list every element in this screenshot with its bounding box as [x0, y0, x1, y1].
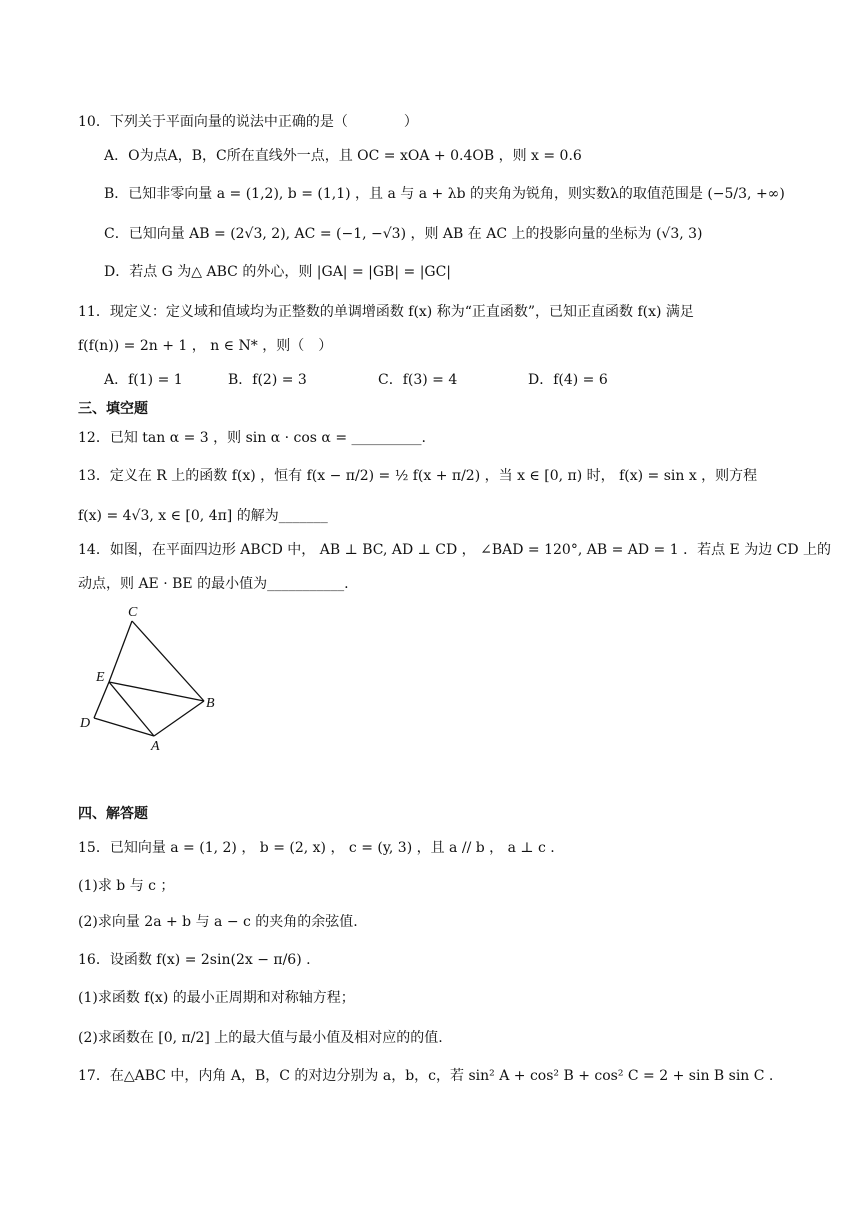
q11-option-d: D．f(4) = 6 [528, 372, 608, 388]
edge-ed [94, 682, 109, 718]
section-3-heading: 三、填空题 [78, 401, 148, 417]
question-17: 17．在△ABC 中，内角 A，B，C 的对边分别为 a，b，c，若 sin² A + cos² B + cos² C = 2 + sin B sin C . [78, 1068, 774, 1084]
label-d: D [80, 716, 91, 731]
q11-options [104, 370, 724, 390]
label-e: E [96, 670, 105, 685]
q15-part1: (1)求 b 与 c ； [78, 878, 175, 894]
q15-stem: 15．已知向量 a = (1, 2) ， b = (2, x) ， c = (y, 3) ，且 a // b ， a ⊥ c . [78, 840, 555, 856]
q10-option-b: B．已知非零向量 a = (1,2), b = (1,1) ，且 a 与 a + λb 的夹角为锐角，则实数λ的取值范围是 (−5/3, +∞) [104, 186, 785, 202]
quadrilateral-figure [74, 600, 224, 760]
section-4-heading: 四、解答题 [78, 806, 148, 822]
question-12: 12．已知 tan α = 3 ，则 sin α · cos α = __________. [78, 430, 426, 446]
q10-stem: 10．下列关于平面向量的说法中正确的是（ ） [78, 114, 418, 130]
q10-option-a: A．O为点A，B，C所在直线外一点，且 OC = xOA + 0.4OB ，则 x = 0.6 [104, 148, 582, 164]
label-c: C [128, 605, 138, 620]
label-a: A [151, 739, 160, 754]
q13-line1: 13．定义在 R 上的函数 f(x) ，恒有 f(x − π/2) = ½ f(x + π/2) ，当 x ∈ [0, π) 时， f(x) = sin x ，则方程 [78, 468, 758, 484]
label-b: B [206, 696, 215, 711]
q13-line2: f(x) = 4√3, x ∈ [0, 4π] 的解为_______ [78, 508, 328, 524]
q16-stem: 16．设函数 f(x) = 2sin(2x − π/6) . [78, 952, 311, 968]
q15-part2: (2)求向量 2a + b 与 a − c 的夹角的余弦值. [78, 914, 358, 930]
edge-ab [154, 701, 204, 736]
q16-part2: (2)求函数在 [0, π/2] 上的最大值与最小值及相对应的的值. [78, 1030, 443, 1046]
q14-line2: 动点，则 AE · BE 的最小值为___________. [78, 576, 349, 592]
q14-line1: 14．如图，在平面四边形 ABCD 中， AB ⊥ BC, AD ⊥ CD ， ∠BAD = 120°, AB = AD = 1 ．若点 E 为边 CD 上的 [78, 542, 832, 558]
q11-option-a: A．f(1) = 1 [104, 372, 183, 388]
edge-da [94, 718, 154, 736]
q11-stem-line1: 11．现定义：定义域和值域均为正整数的单调增函数 f(x) 称为“正直函数”，已知正直函数 f(x) 满足 [78, 304, 694, 320]
q10-option-c: C．已知向量 AB = (2√3, 2), AC = (−1, −√3) ，则 AB 在 AC 上的投影向量的坐标为 (√3, 3) [104, 226, 703, 242]
q11-option-c: C．f(3) = 4 [378, 372, 458, 388]
edge-ce [109, 621, 132, 682]
q11-option-b: B．f(2) = 3 [228, 372, 307, 388]
q11-stem-line2: f(f(n)) = 2n + 1 ， n ∈ N* ，则（ ） [78, 338, 333, 354]
q10-option-d: D．若点 G 为△ ABC 的外心，则 |GA| = |GB| = |GC| [104, 264, 452, 280]
q16-part1: (1)求函数 f(x) 的最小正周期和对称轴方程； [78, 990, 355, 1006]
